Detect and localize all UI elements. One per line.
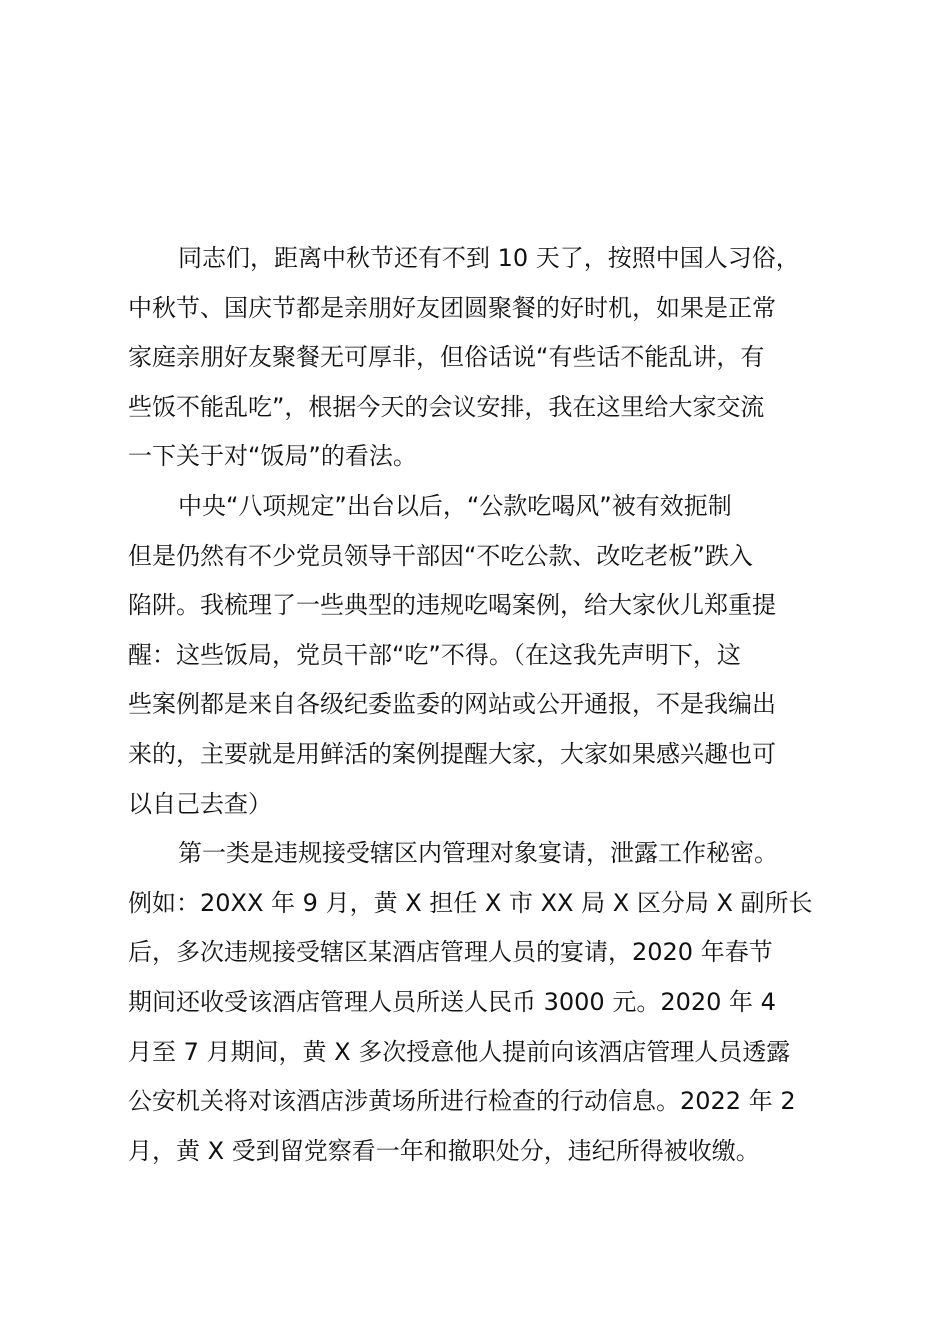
paragraph-line: 些案例都是来自各级纪委监委的网站或公开通报，不是我编出 — [128, 690, 776, 719]
paragraph-line: 例如：20XX 年 9 月，黄 X 担任 X 市 XX 局 X 区分局 X 副所长 — [128, 888, 813, 917]
paragraph-line: 中秋节、国庆节都是亲朋好友团圆聚餐的好时机，如果是正常 — [128, 293, 776, 322]
paragraph-line: 醒：这些饭局，党员干部“吃”不得。（在这我先声明下，这 — [128, 640, 741, 669]
document-body — [128, 234, 834, 1176]
paragraph-line: 后，多次违规接受辖区某酒店管理人员的宴请，2020 年春节 — [128, 938, 773, 967]
paragraph-line: 以自己去查） — [128, 789, 272, 818]
paragraph-intro — [128, 234, 834, 482]
paragraph-line: 陷阱。我梳理了一些典型的违规吃喝案例，给大家伙儿郑重提 — [128, 591, 776, 620]
paragraph-line: 期间还收受该酒店管理人员所送人民币 3000 元。2020 年 4 — [128, 987, 776, 1016]
paragraph-case-category-one — [128, 829, 834, 1176]
paragraph-line: 同志们，距离中秋节还有不到 10 天了，按照中国人习俗， — [178, 244, 800, 272]
paragraph-line: 第一类是违规接受辖区内管理对象宴请，泄露工作秘密。 — [178, 839, 778, 868]
paragraph-eight-rules — [128, 482, 834, 829]
paragraph-line: 中央“八项规定”出台以后，“公款吃喝风”被有效扼制 — [178, 491, 732, 520]
paragraph-line: 来的，主要就是用鲜活的案例提醒大家，大家如果感兴趣也可 — [128, 739, 776, 768]
paragraph-line: 家庭亲朋好友聚餐无可厚非，但俗话说“有些话不能乱讲，有 — [128, 343, 765, 372]
paragraph-line: 但是仍然有不少党员领导干部因“不吃公款、改吃老板”跌入 — [128, 541, 753, 570]
paragraph-line: 月，黄 X 受到留党察看一年和撤职处分，违纪所得被收缴。 — [128, 1136, 760, 1165]
paragraph-line: 些饭不能乱吃”，根据今天的会议安排，我在这里给大家交流 — [128, 392, 765, 421]
paragraph-line: 公安机关将对该酒店涉黄场所进行检查的行动信息。2022 年 2 — [128, 1087, 796, 1116]
paragraph-line: 一下关于对“饭局”的看法。 — [128, 442, 417, 471]
paragraph-line: 月至 7 月期间，黄 X 多次授意他人提前向该酒店管理人员透露 — [128, 1037, 791, 1066]
